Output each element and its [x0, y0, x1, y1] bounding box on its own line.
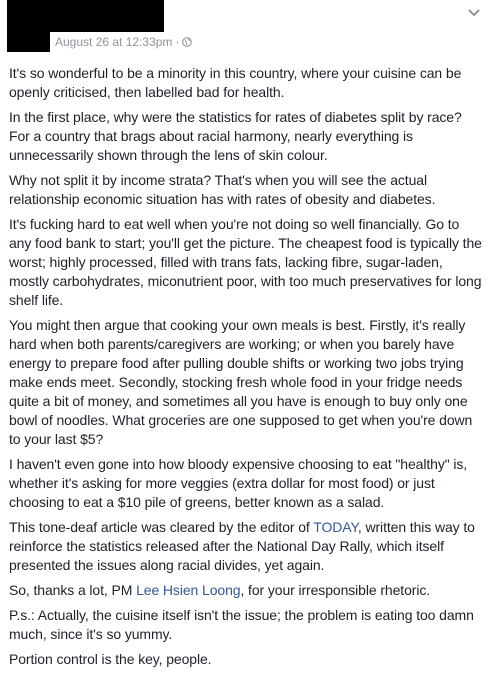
post-paragraph: [9, 581, 482, 600]
post-meta: [55, 35, 192, 49]
paragraph-text: So, thanks a lot, PM: [9, 582, 137, 598]
post-paragraph: Portion control is the key, people.: [9, 651, 212, 667]
paragraph-text: This tone-deaf article was cleared by the editor of: [9, 519, 314, 535]
post-paragraph: Why not split it by income strata? That's when you will see the actual relationship economic situation has with rates of obesity and diabetes.: [9, 172, 436, 207]
post-paragraph: It's fucking hard to eat well when you're not doing so well financially. Go to any food bank to start; you'll get the picture. The cheapest food is typically the worst; highly processed, filled with trans fats, lacking fibre, sugar-laden, mostly carbohydrates, miconutrient poor, with too much preservatives for long shelf life.: [9, 216, 482, 308]
post-paragraph: [9, 518, 482, 575]
redacted-author-name: [7, 0, 164, 32]
post-paragraph: P.s.: Actually, the cuisine itself isn't the issue; the problem is eating too damn much, since it's so yummy.: [9, 607, 474, 642]
lee-hsien-loong-link[interactable]: Lee Hsien Loong: [136, 582, 241, 598]
paragraph-text: , written this way to reinforce the statistics released after the National Day Rally, which itself presented the issues along racial divides, yet again.: [9, 519, 475, 573]
today-page-link[interactable]: TODAY: [313, 519, 358, 535]
post-body: [0, 56, 491, 669]
post-paragraph: You might then argue that cooking your own meals is best. Firstly, it's really hard when both parents/caregivers are working; or when you barely have energy to prepare food after pulling double shifts or working two jobs trying make ends meet. Secondly, stocking fresh whole food in your fridge needs quite a bit of money, and sometimes all you have is enough to buy only one bowl of noodles. What groceries are one supposed to get when you're down to your last $5?: [9, 317, 473, 447]
post-paragraph: It's so wonderful to be a minority in this country, where your cuisine can be openly criticised, then labelled bad for health.: [9, 65, 462, 100]
post-timestamp[interactable]: August 26 at 12:33pm: [55, 35, 173, 49]
meta-separator: ·: [175, 35, 180, 49]
paragraph-text: , for your irresponsible rhetoric.: [240, 582, 431, 598]
globe-icon[interactable]: [182, 37, 192, 47]
post-paragraph: In the first place, why were the statistics for rates of diabetes split by race? For a country that brags about racial harmony, nearly everything is unnecessarily shown through the lens of skin colour.: [9, 109, 462, 163]
post-paragraph: I haven't even gone into how bloody expensive choosing to eat "healthy" is, whether it's asking for more veggies (extra dollar for most food) or just choosing to eat a $10 pile of greens, better known as a salad.: [9, 456, 468, 510]
redacted-avatar: [7, 32, 50, 52]
post-header: [0, 0, 491, 56]
chevron-down-icon[interactable]: [467, 8, 481, 18]
